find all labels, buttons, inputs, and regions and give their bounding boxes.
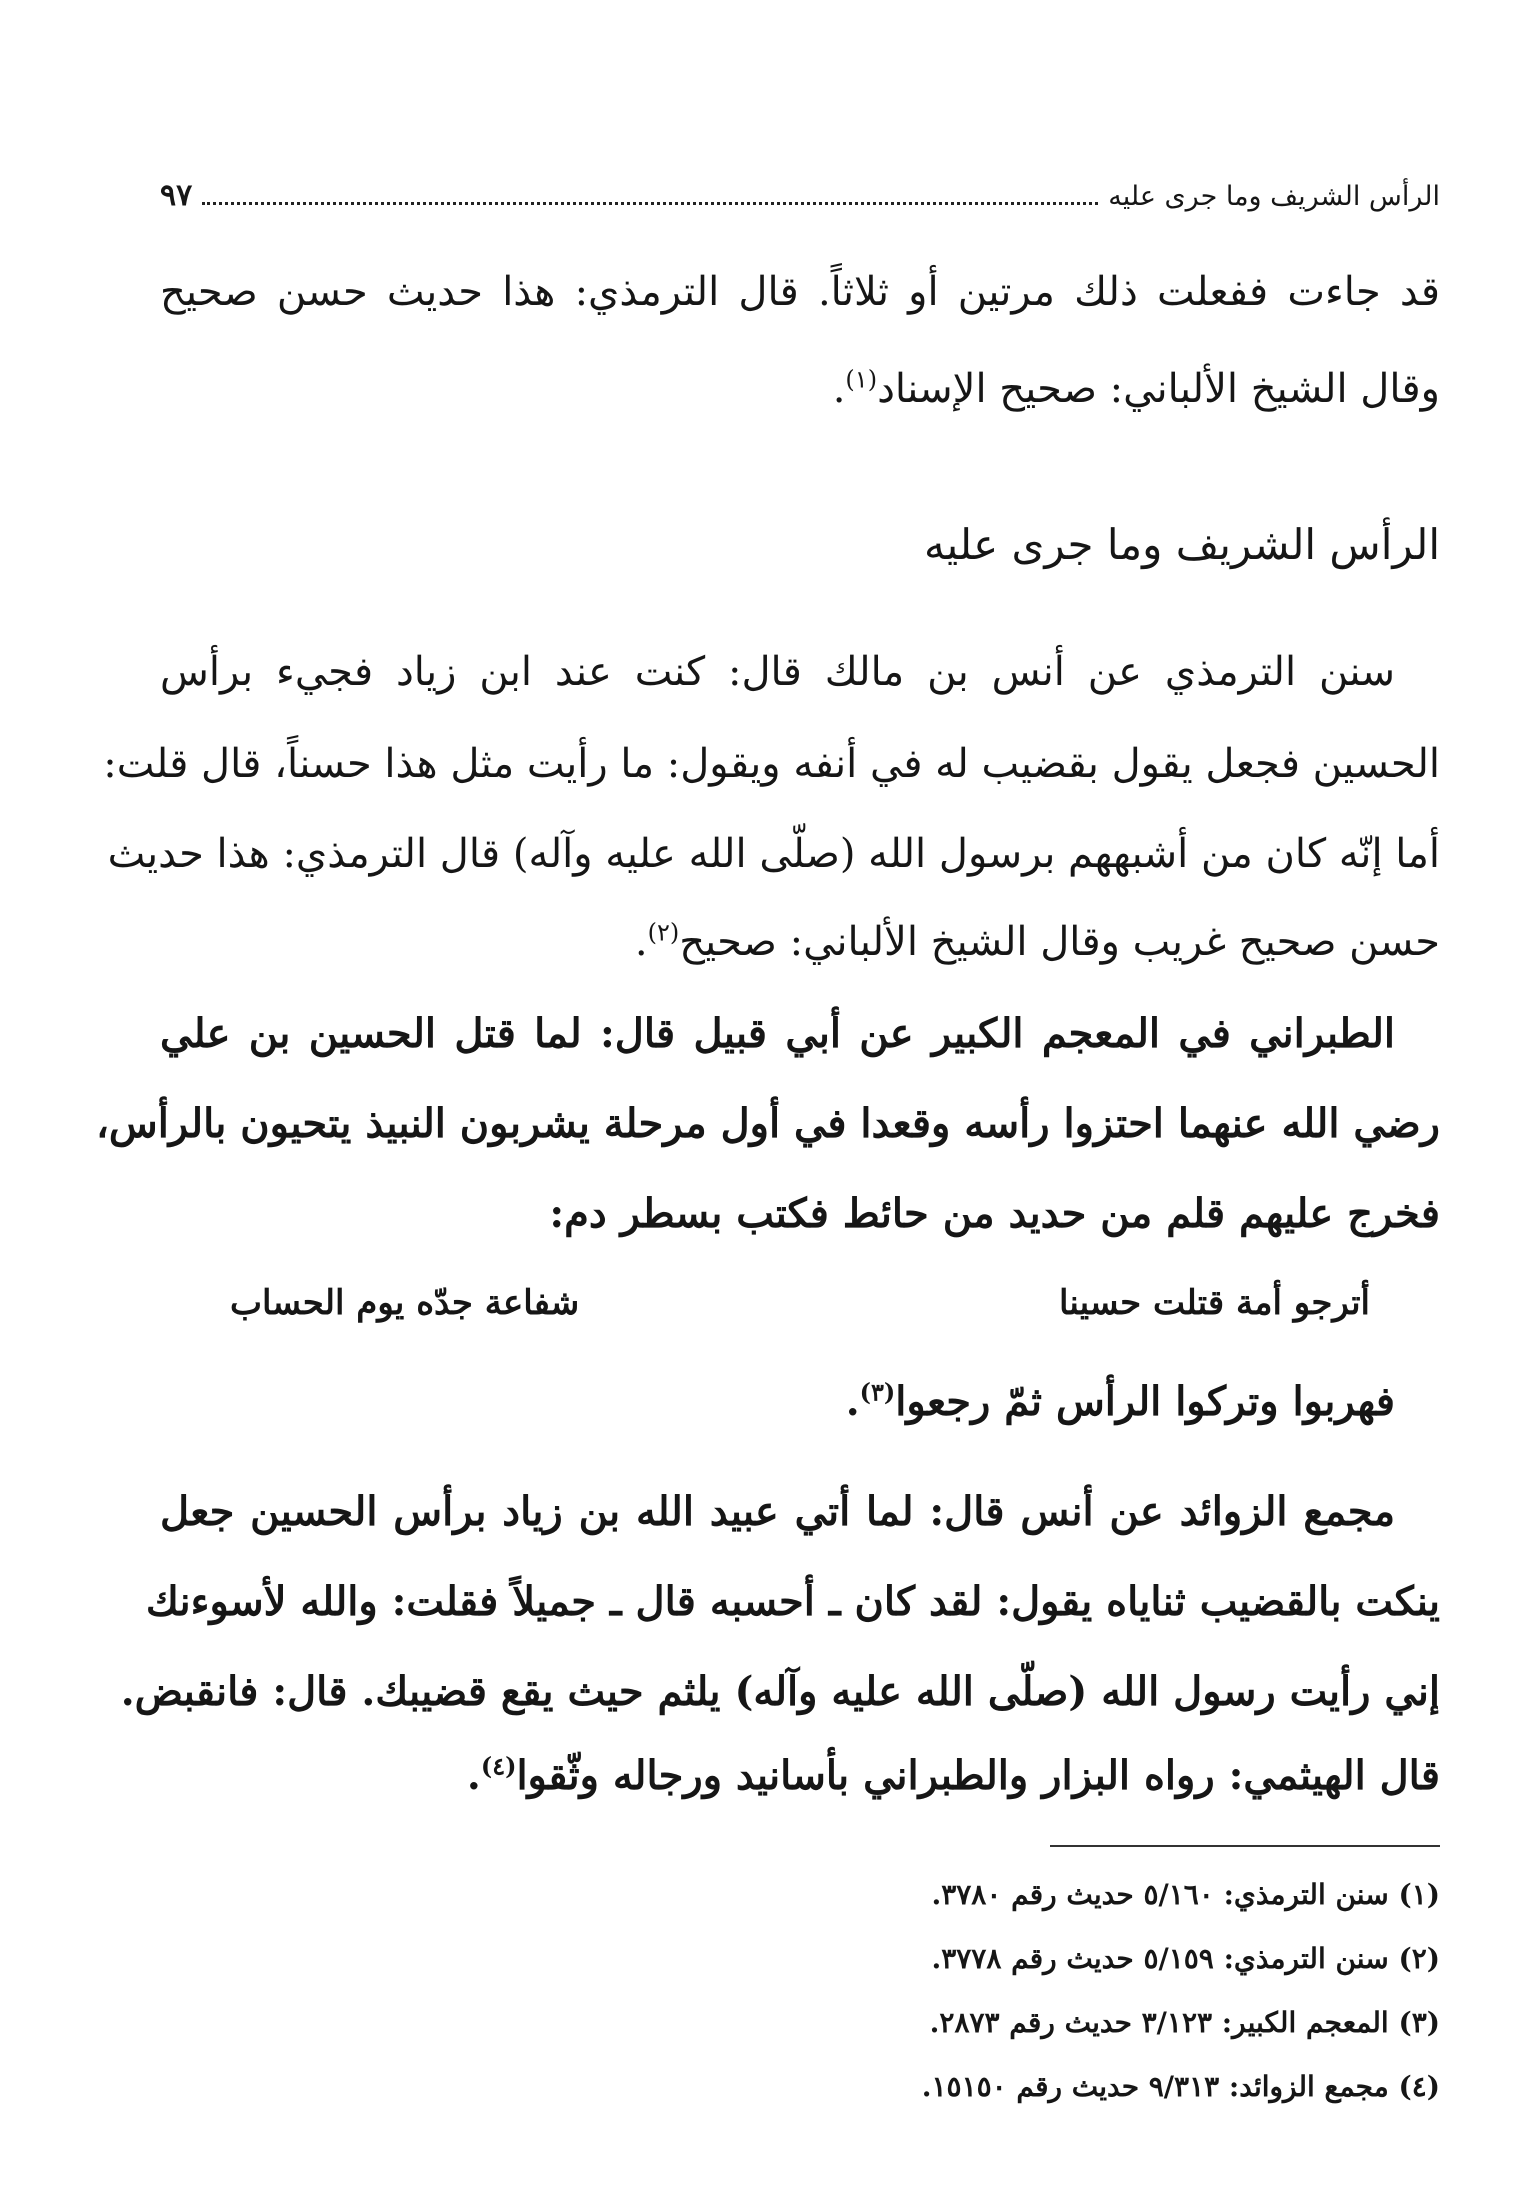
body-line-10: فهربوا وتركوا الرأس ثمّ رجعوا$^{(٣)}$. xyxy=(845,1377,1395,1425)
section-heading: الرأس الشريف وما جرى عليه xyxy=(924,520,1440,569)
body-line-6: حسن صحيح غريب وقال الشيخ الألباني: صحيح$^{(٢)}$. xyxy=(634,918,1440,965)
verse-second-hemistich: شفاعة جدّه يوم الحساب xyxy=(230,1283,580,1323)
footnote-2: (٢) سنن الترمذي: ٥/١٥٩ حديث رقم ٣٧٧٨. xyxy=(931,1942,1440,1975)
footnote-ref-1: (١) xyxy=(845,365,878,394)
footnote-ref-2: (٢) xyxy=(647,918,680,947)
body-line-11: مجمع الزوائد عن أنس قال: لما أتي عبيد الله بن زياد برأس الحسين جعل xyxy=(160,1488,1395,1535)
body-line-3: سنن الترمذي عن أنس بن مالك قال: كنت عند ابن زياد فجيء برأس xyxy=(160,649,1395,695)
footnote-4: (٤) مجمع الزوائد: ٩/٣١٣ حديث رقم ١٥١٥٠. xyxy=(921,2070,1440,2103)
footnote-ref-3: (٣) xyxy=(859,1377,896,1407)
body-line-9: فخرج عليهم قلم من حديد من حائط فكتب بسطر دم: xyxy=(549,1190,1440,1237)
body-line-2: وقال الشيخ الألباني: صحيح الإسناد$^{(١)}$. xyxy=(832,365,1440,412)
body-line-14: قال الهيثمي: رواه البزار والطبراني بأسانيد ورجاله وثّقوا$^{(٤)}$. xyxy=(466,1751,1440,1799)
body-line-13: إني رأيت رسول الله (صلّى الله عليه وآله) يلثم حيث يقع قضيبك. قال: فانقبض. xyxy=(120,1668,1440,1715)
verse-first-hemistich: أترجو أمة قتلت حسينا xyxy=(1058,1283,1370,1323)
footnote-1: (١) سنن الترمذي: ٥/١٦٠ حديث رقم ٣٧٨٠. xyxy=(931,1878,1440,1911)
header-leader-dots xyxy=(202,180,1098,205)
footnote-separator xyxy=(1050,1845,1440,1847)
body-line-5: أما إنّه كان من أشبههم برسول الله (صلّى الله عليه وآله) قال الترمذي: هذا حديث xyxy=(107,831,1440,877)
body-line-8: رضي الله عنهما احتزوا رأسه وقعدا في أول مرحلة يشربون النبيذ يتحيون بالرأس، xyxy=(95,1100,1440,1147)
header-title: الرأس الشريف وما جرى عليه xyxy=(1108,181,1440,212)
body-line-1: قد جاءت ففعلت ذلك مرتين أو ثلاثاً. قال الترمذي: هذا حديث حسن صحيح xyxy=(160,269,1440,315)
body-line-7: الطبراني في المعجم الكبير عن أبي قبيل قال: لما قتل الحسين بن علي xyxy=(160,1010,1395,1057)
page-number: ٩٧ xyxy=(160,178,193,213)
footnote-ref-4: (٤) xyxy=(480,1751,517,1781)
body-line-4: الحسين فجعل يقول بقضيب له في أنفه ويقول: ما رأيت مثل هذا حسناً، قال قلت: xyxy=(103,741,1440,787)
footnote-3: (٣) المعجم الكبير: ٣/١٢٣ حديث رقم ٢٨٧٣. xyxy=(929,2006,1440,2039)
body-line-12: ينكت بالقضيب ثناياه يقول: لقد كان ـ أحسبه قال ـ جميلاً فقلت: والله لأسوءنك xyxy=(145,1578,1440,1625)
running-header xyxy=(160,178,1440,213)
